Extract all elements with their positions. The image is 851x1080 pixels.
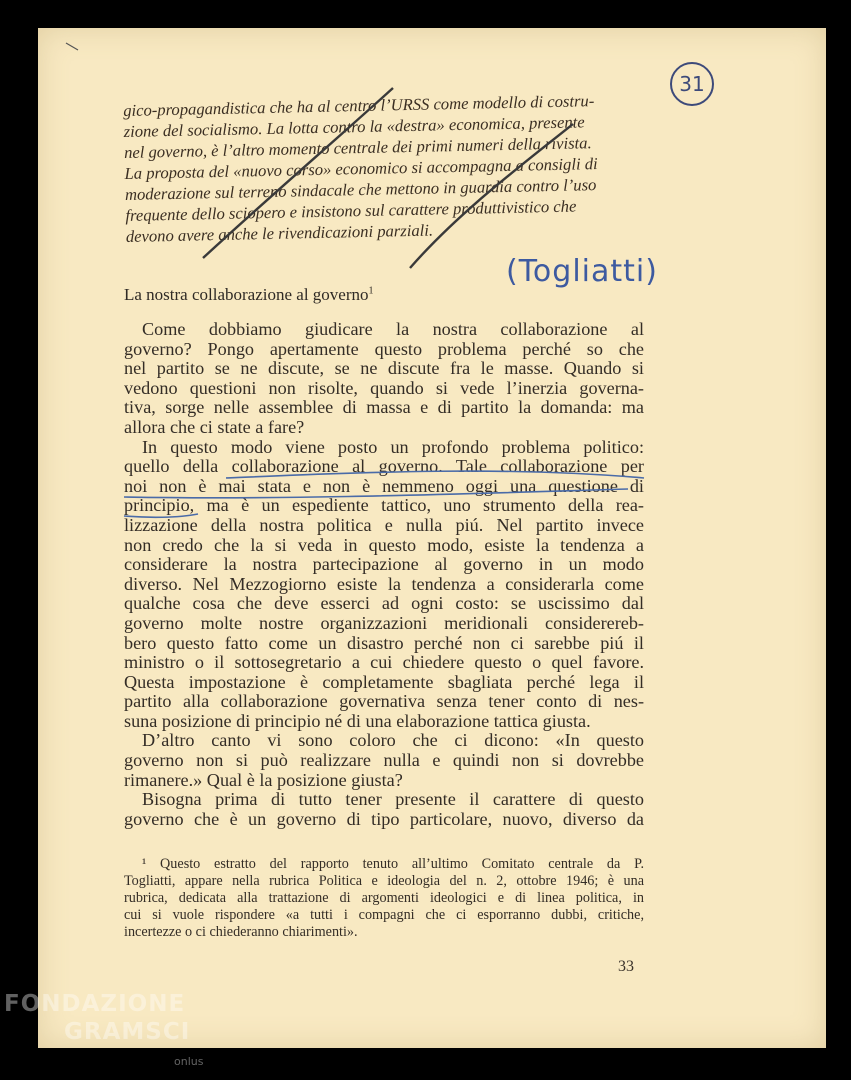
corner-mark bbox=[66, 43, 78, 50]
heading-text: La nostra collaborazione al governo bbox=[124, 285, 369, 304]
strike-mark-left bbox=[203, 88, 393, 258]
italic-line: nel governo, è l’altro momento centrale dei primi numeri della rivista. bbox=[123, 133, 592, 162]
watermark-suffix: onlus bbox=[174, 1055, 204, 1068]
handwritten-page-mark: 31 bbox=[670, 62, 714, 106]
body-line: principio, ma è un espediente tattico, uno strumento della rea- bbox=[124, 495, 644, 516]
watermark-line-2: GRAMSCI bbox=[64, 1019, 191, 1045]
body-line: Come dobbiamo giudicare la nostra collaborazione al bbox=[142, 319, 644, 339]
pen-markings bbox=[38, 28, 826, 1048]
body-line: partito alla collaborazione governativa senza tener conto di nes- bbox=[124, 691, 644, 712]
page-number: 33 bbox=[618, 958, 634, 975]
italic-line: La proposta del «nuovo corso» economico si accompagna a consigli di bbox=[124, 154, 598, 183]
body-line: considerare la nostra partecipazione al governo in un modo bbox=[124, 554, 644, 575]
footnote-marker: 1 bbox=[368, 285, 374, 297]
footnote-line: cui si vuole rispondere «a tutti i compagni che ci esporranno dubbi, critiche, bbox=[124, 907, 644, 923]
footnote-line: ¹ Questo estratto del rapporto tenuto all’ultimo Comitato centrale da P. bbox=[142, 856, 644, 872]
body-line: allora che ci state a fare? bbox=[124, 416, 305, 437]
underline-principle bbox=[226, 471, 644, 478]
body-line: vedono questioni non risolte, quando si vede l’inerzia governa- bbox=[124, 377, 644, 398]
handwritten-annotation: (Togliatti) bbox=[506, 254, 658, 289]
body-line: suna posizione di principio né di una elaborazione tattica giusta. bbox=[124, 710, 591, 731]
body-line: In questo modo viene posto un profondo problema politico: bbox=[142, 436, 644, 457]
italic-line: frequente dello sciopero e insistono sul carattere produttivistico che bbox=[125, 196, 577, 225]
italic-line: moderazione sul terreno sindacale che mettono in guardia contro l’uso bbox=[124, 175, 597, 204]
body-line: Bisogna prima di tutto tener presente il carattere di questo bbox=[142, 789, 644, 810]
italic-line: zione del socialismo. La lotta contro la «destra» economica, presente bbox=[123, 112, 585, 141]
body-line: lizzazione della nostra politica e nulla piú. Nel partito invece bbox=[124, 514, 644, 535]
body-line: governo molte nostre organizzazioni meridionali considererеb- bbox=[124, 612, 644, 633]
body-line: nel partito se ne discute, se ne discute fra le masse. Quando si bbox=[124, 358, 644, 379]
footnote-line: Togliatti, appare nella rubrica Politica e ideologia del n. 2, ottobre 1946; è una bbox=[124, 873, 644, 889]
document-page bbox=[38, 28, 826, 1048]
underline-principle-2 bbox=[124, 489, 628, 498]
watermark-line-1: FONDAZIONE bbox=[4, 991, 186, 1017]
italic-line: devono avere anche le rivendicazioni parziali. bbox=[125, 220, 434, 246]
body-line: quello della collaborazione al governo. Tale collaborazione per bbox=[124, 456, 644, 477]
body-line: ministro o il sottosegretario a cui chiedere questo o quel favore. bbox=[124, 652, 644, 673]
body-line: rimanere.» Qual è la posizione giusta? bbox=[124, 769, 403, 790]
body-line: tiva, sorge nelle assemblee di massa e di partito la domanda: ma bbox=[124, 397, 644, 418]
body-line: bero questo fatto come un disastro perché non ci sarebbe piú il bbox=[124, 632, 644, 653]
body-line: governo? Pongo apertamente questo problema perché so che bbox=[124, 338, 644, 359]
body-line: diverso. Nel Mezzogiorno esiste la tendenza a considerarla come bbox=[124, 573, 644, 594]
body-line: governo non si può realizzare nulla e quindi non si dovrebbe bbox=[124, 750, 644, 771]
body-line: noi non è mai stata e non è nemmeno oggi una questione di bbox=[124, 475, 644, 496]
underline-principle-3 bbox=[124, 514, 198, 517]
body-line: governo che è un governo di tipo particolare, nuovo, diverso da bbox=[124, 808, 644, 829]
strike-mark-right bbox=[410, 124, 573, 268]
body-line: non credo che la si veda in questo modo, esiste la tendenza a bbox=[124, 534, 644, 555]
footnote-line: rubrica, dedicata alla trattazione di argomenti ideologici e di linea politica, in bbox=[124, 890, 644, 906]
footnote-line: incertezze o ci chiederanno chiarimenti». bbox=[124, 924, 358, 940]
body-line: Questa impostazione è completamente sbagliata perché lega il bbox=[124, 671, 644, 692]
body-line: qualche cosa che deve esserci ad ogni costo: se uscissimo dal bbox=[124, 593, 644, 614]
watermark-logo bbox=[4, 990, 204, 1068]
body-line: D’altro canto vi sono coloro che ci dicono: «In questo bbox=[142, 730, 644, 751]
italic-line: gico-propagandistica che ha al centro l’URSS come modello di costru- bbox=[123, 91, 595, 120]
